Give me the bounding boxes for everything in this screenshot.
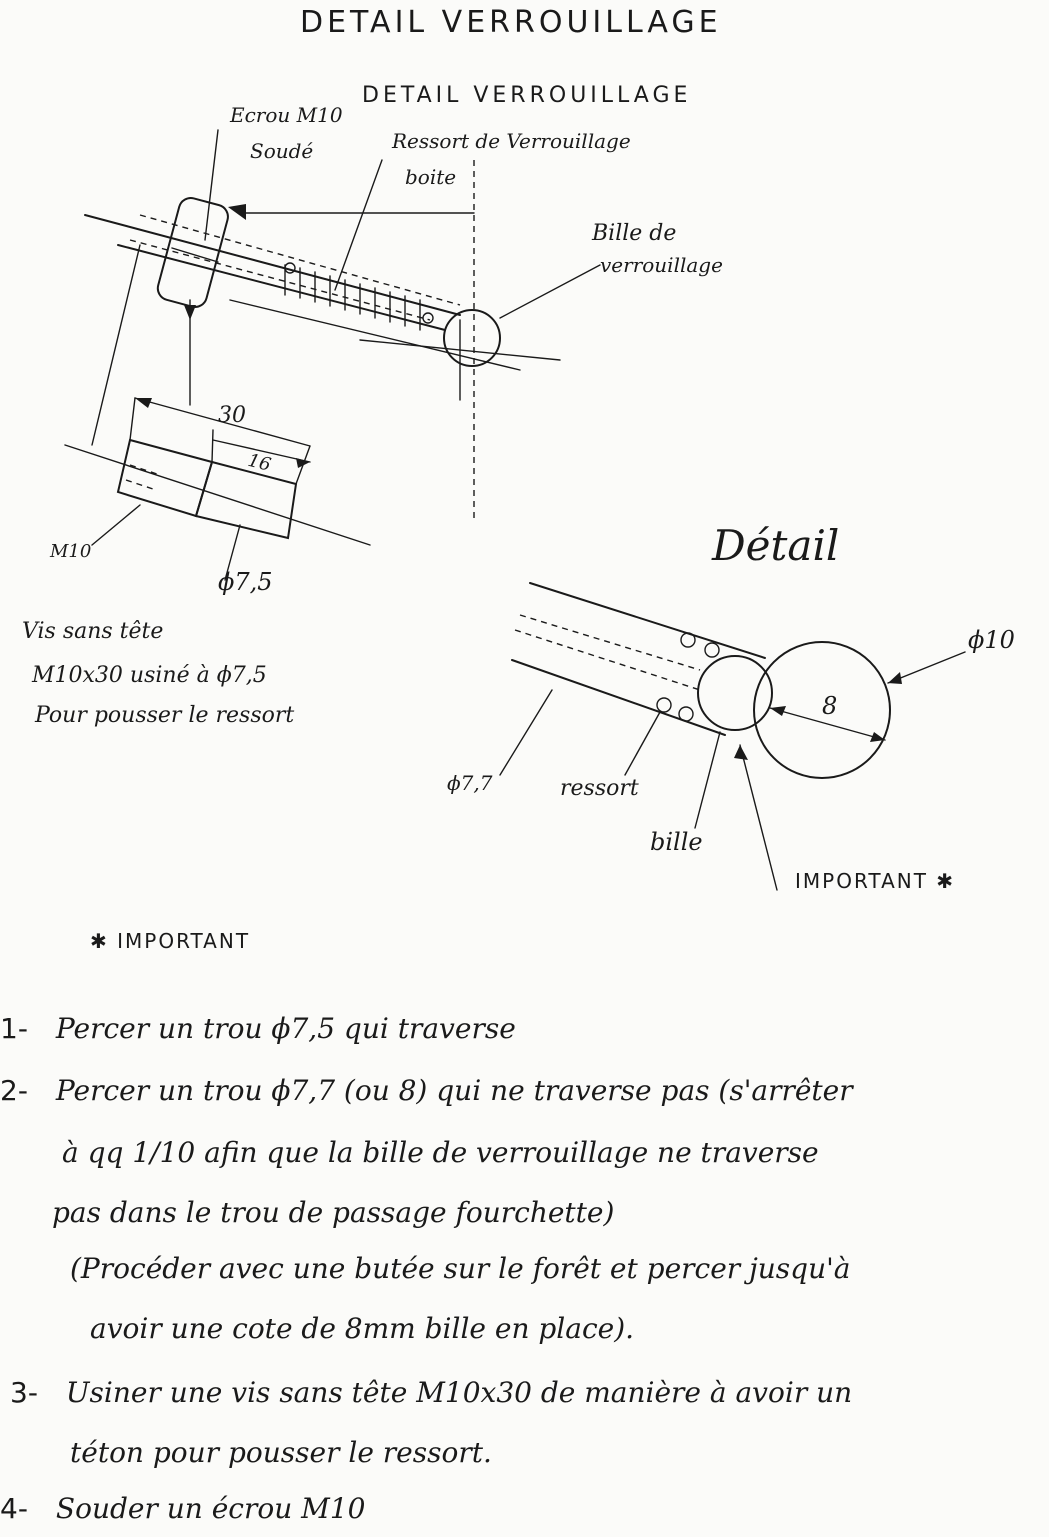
- vis-desc-2: M10x30 usiné à ϕ7,5: [32, 663, 267, 688]
- detail-title: Détail: [712, 521, 840, 570]
- instruction-line: 1- Percer un trou ϕ7,5 qui traverse: [0, 1012, 516, 1045]
- nut-m10: [155, 195, 230, 309]
- sub-title: DETAIL VERROUILLAGE: [362, 83, 692, 108]
- detail-ball-small: [698, 656, 772, 730]
- main-title: DETAIL VERROUILLAGE: [300, 5, 722, 40]
- label-ecrou-1: Ecrou M10: [230, 103, 343, 127]
- label-ecrou-2: Soudé: [250, 139, 314, 163]
- label-ressort-1: Ressort de Verrouillage: [392, 129, 631, 153]
- label-bille-2: verrouillage: [600, 253, 723, 277]
- instruction-line: pas dans le trou de passage fourchette): [52, 1196, 615, 1229]
- instruction-line: à qq 1/10 afin que la bille de verrouillage ne traverse: [62, 1136, 819, 1169]
- instruction-line: téton pour pousser le ressort.: [70, 1436, 492, 1469]
- instruction-line: (Procéder avec une butée sur le forêt et percer jusqu'à: [70, 1252, 851, 1285]
- label-bille-1: Bille de: [592, 221, 677, 246]
- vis-desc-3: Pour pousser le ressort: [35, 703, 295, 728]
- spring: [285, 263, 433, 330]
- locking-ball: [444, 310, 500, 366]
- dim-8: 8: [822, 692, 838, 720]
- instruction-line: 4- Souder un écrou M10: [0, 1492, 366, 1525]
- dim-16: 16: [245, 449, 273, 476]
- label-bille-small: bille: [650, 828, 703, 856]
- label-phi-10: ϕ10: [968, 626, 1015, 654]
- instruction-line: 3- Usiner une vis sans tête M10x30 de manière à avoir un: [10, 1376, 853, 1409]
- detail-drawing: [500, 583, 965, 890]
- label-phi-77: ϕ7,7: [447, 771, 493, 795]
- label-ressort-2: boite: [405, 165, 457, 189]
- label-phi-75: ϕ7,5: [218, 568, 273, 596]
- vis-desc-1: Vis sans tête: [22, 619, 164, 644]
- instruction-line: 2- Percer un trou ϕ7,7 (ou 8) qui ne traverse pas (s'arrêter: [0, 1074, 853, 1107]
- locking-assembly: [85, 130, 600, 520]
- instruction-line: avoir une cote de 8mm bille en place).: [90, 1312, 635, 1345]
- label-m10: M10: [50, 541, 92, 562]
- label-important-right: IMPORTANT ✱: [795, 869, 956, 893]
- label-important-left: ✱ IMPORTANT: [90, 929, 251, 953]
- label-ressort-small: ressort: [560, 776, 639, 801]
- dim-30: 30: [218, 403, 246, 428]
